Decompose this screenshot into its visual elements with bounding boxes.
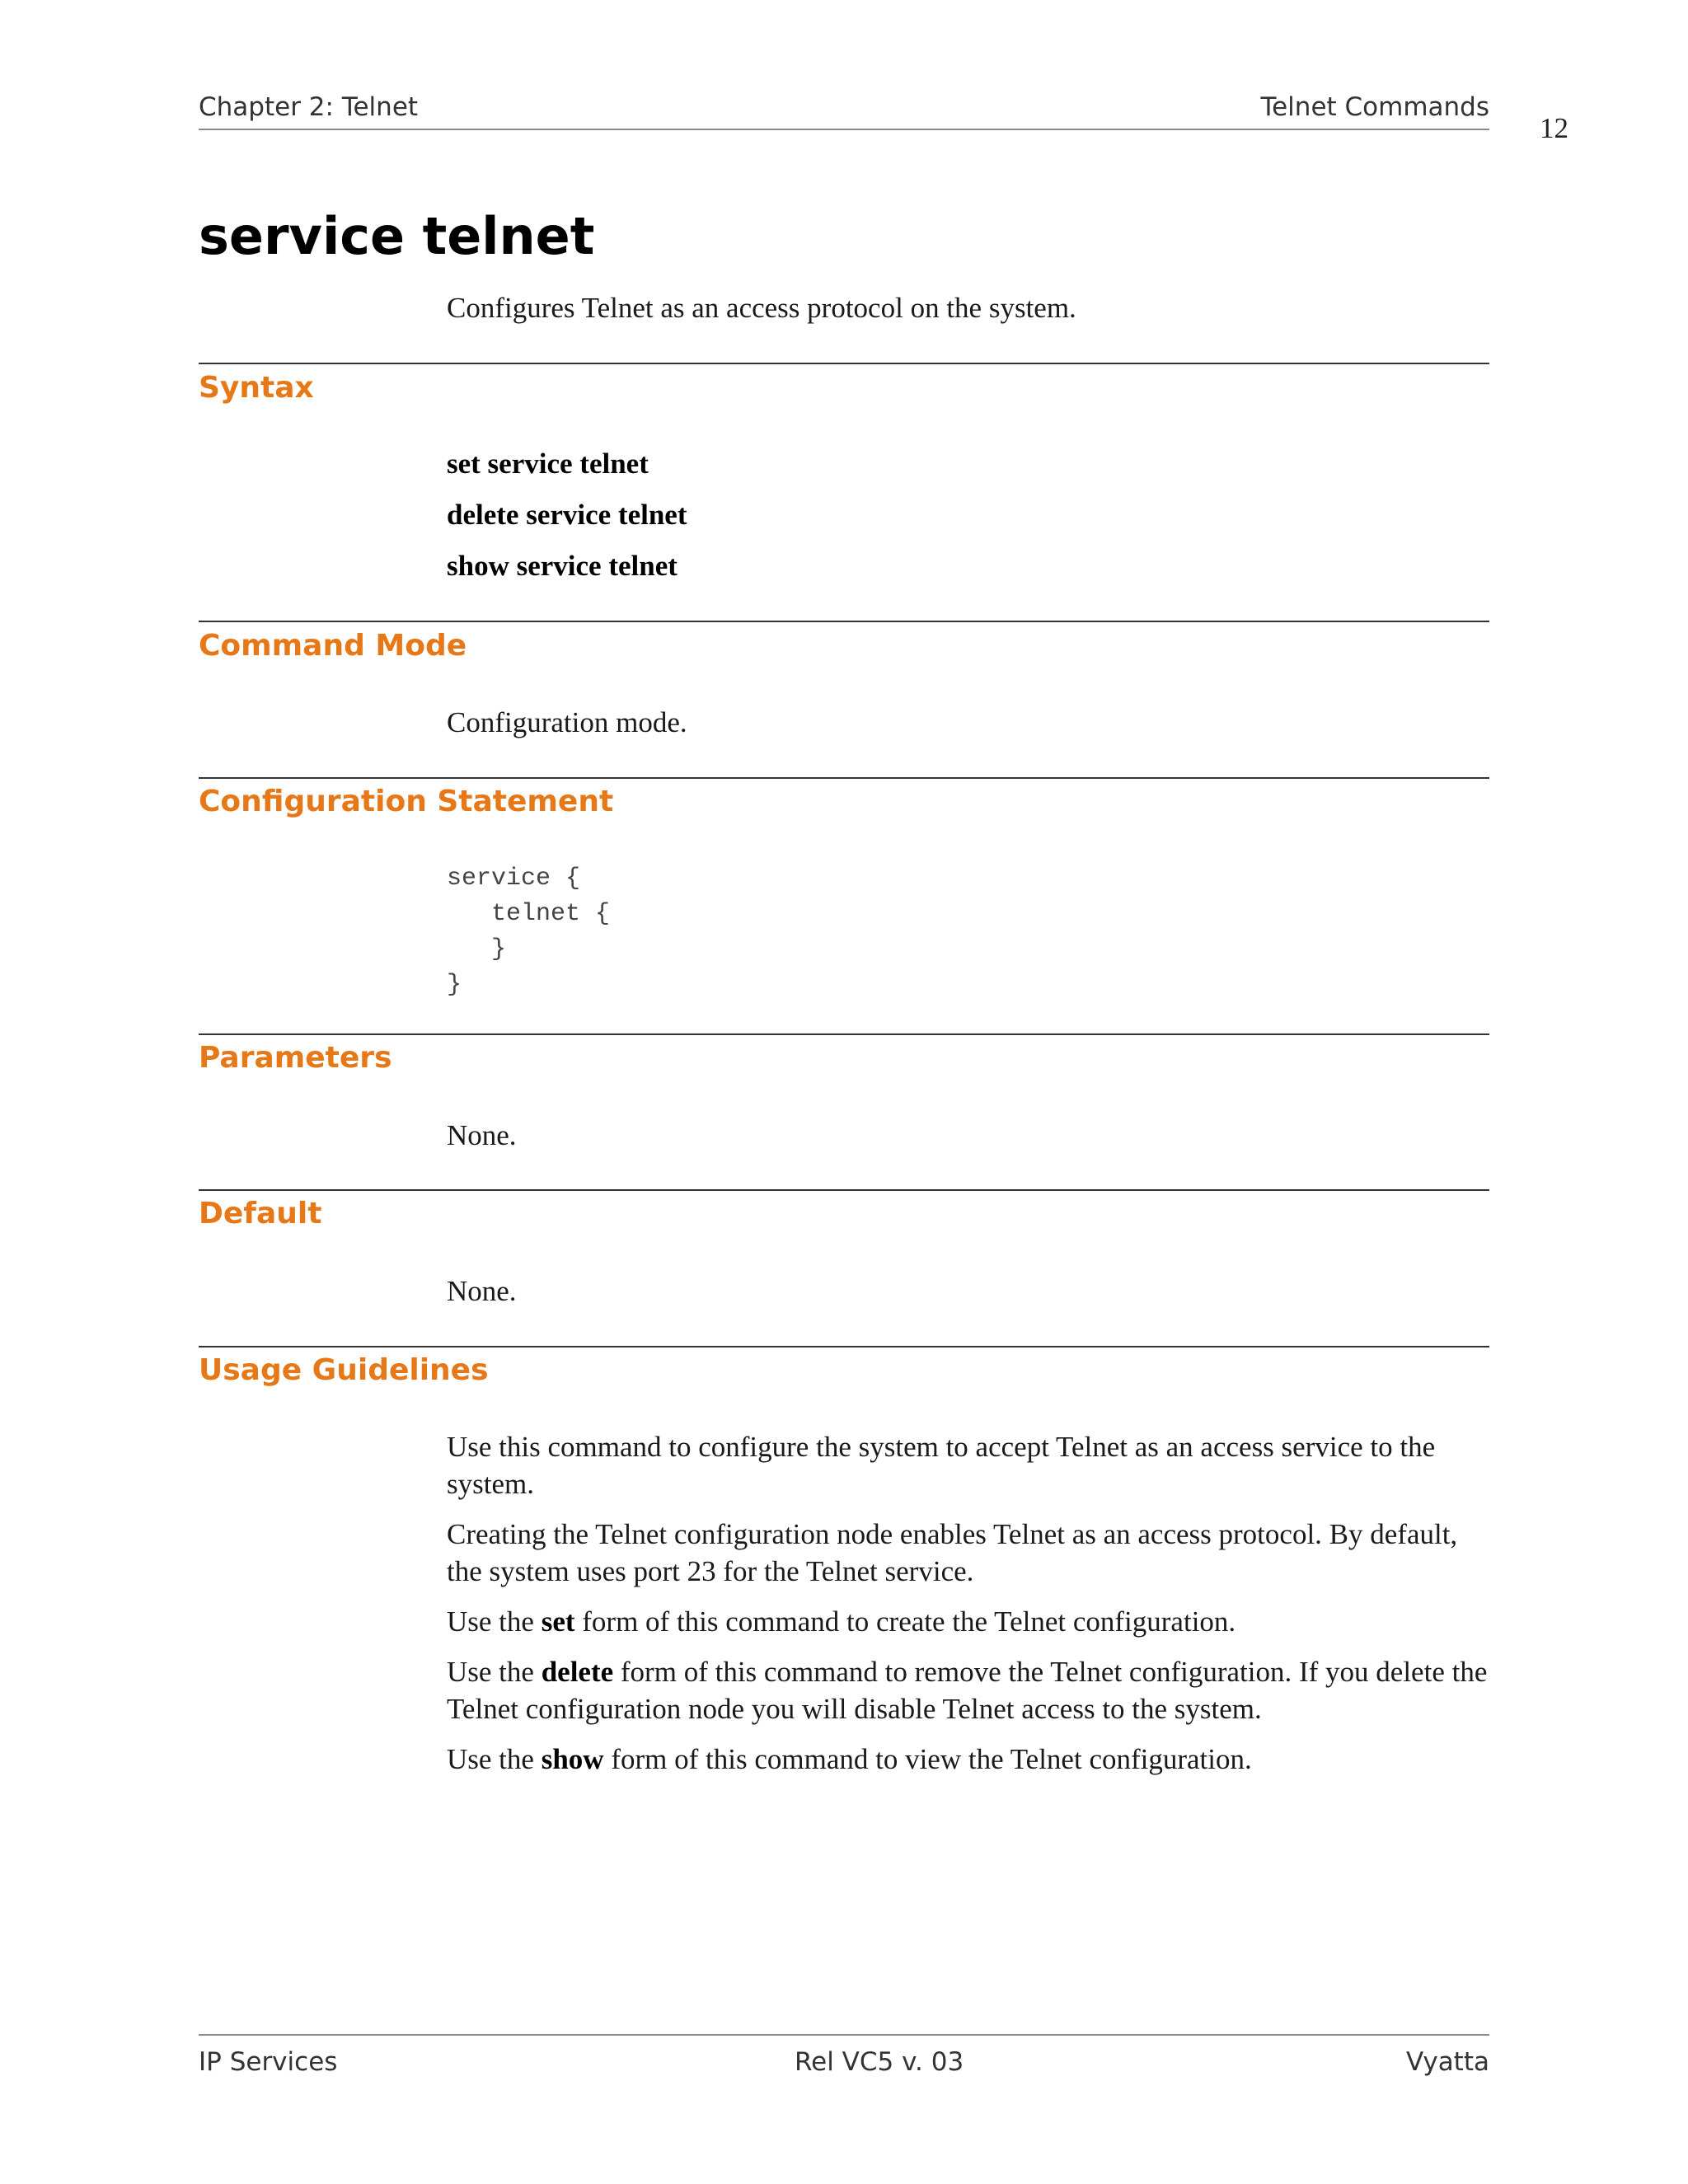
footer-doc-title: IP Services [199, 2047, 338, 2077]
section-divider [199, 1346, 1489, 1347]
code-line: } [447, 971, 462, 999]
chapter-label: Chapter 2: Telnet [199, 92, 419, 122]
section-label: Telnet Commands [1260, 92, 1489, 122]
section-divider [199, 777, 1489, 779]
command-mode-text: Configuration mode. [447, 706, 687, 738]
page-header [199, 89, 1489, 130]
page-title: service telnet [199, 206, 595, 266]
code-line: service { [447, 865, 581, 893]
intro-text: Configures Telnet as an access protocol on the system. [447, 292, 1076, 324]
page-footer [199, 2034, 1489, 2077]
section-divider [199, 1189, 1489, 1191]
syntax-commands [447, 445, 1493, 598]
syntax-command: show service telnet [447, 550, 678, 582]
default-heading: Default [199, 1197, 322, 1230]
configuration-statement-heading: Configuration Statement [199, 785, 614, 818]
usage-guidelines-heading: Usage Guidelines [199, 1353, 489, 1387]
usage-paragraph: Use the delete form of this command to remove the Telnet configuration. If you delete the Telnet configuration node you will disable Telnet access to the system. [447, 1656, 1488, 1725]
section-divider [199, 1033, 1489, 1035]
code-line: } [447, 935, 507, 963]
usage-guidelines-body [447, 1428, 1493, 1791]
usage-paragraph: Use the show form of this command to view the Telnet configuration. [447, 1743, 1252, 1775]
usage-paragraph: Use the set form of this command to create the Telnet configuration. [447, 1605, 1236, 1638]
default-text: None. [447, 1275, 517, 1307]
command-mode-heading: Command Mode [199, 629, 467, 663]
syntax-command: delete service telnet [447, 499, 687, 531]
footer-release: Rel VC5 v. 03 [795, 2047, 964, 2077]
usage-paragraph: Use this command to configure the system to accept Telnet as an access service to the system. [447, 1431, 1436, 1500]
parameters-heading: Parameters [199, 1041, 392, 1075]
section-divider [199, 621, 1489, 622]
footer-company: Vyatta [1405, 2047, 1489, 2077]
syntax-command: set service telnet [447, 448, 649, 480]
syntax-heading: Syntax [199, 371, 314, 405]
usage-paragraph: Creating the Telnet configuration node enables Telnet as an access protocol. By default, the system uses port 23 for the Telnet service. [447, 1518, 1458, 1587]
parameters-text: None. [447, 1119, 517, 1151]
page-number: 12 [1540, 112, 1568, 144]
code-line: telnet { [447, 900, 611, 928]
configuration-code [447, 861, 610, 1003]
section-divider [199, 363, 1489, 364]
